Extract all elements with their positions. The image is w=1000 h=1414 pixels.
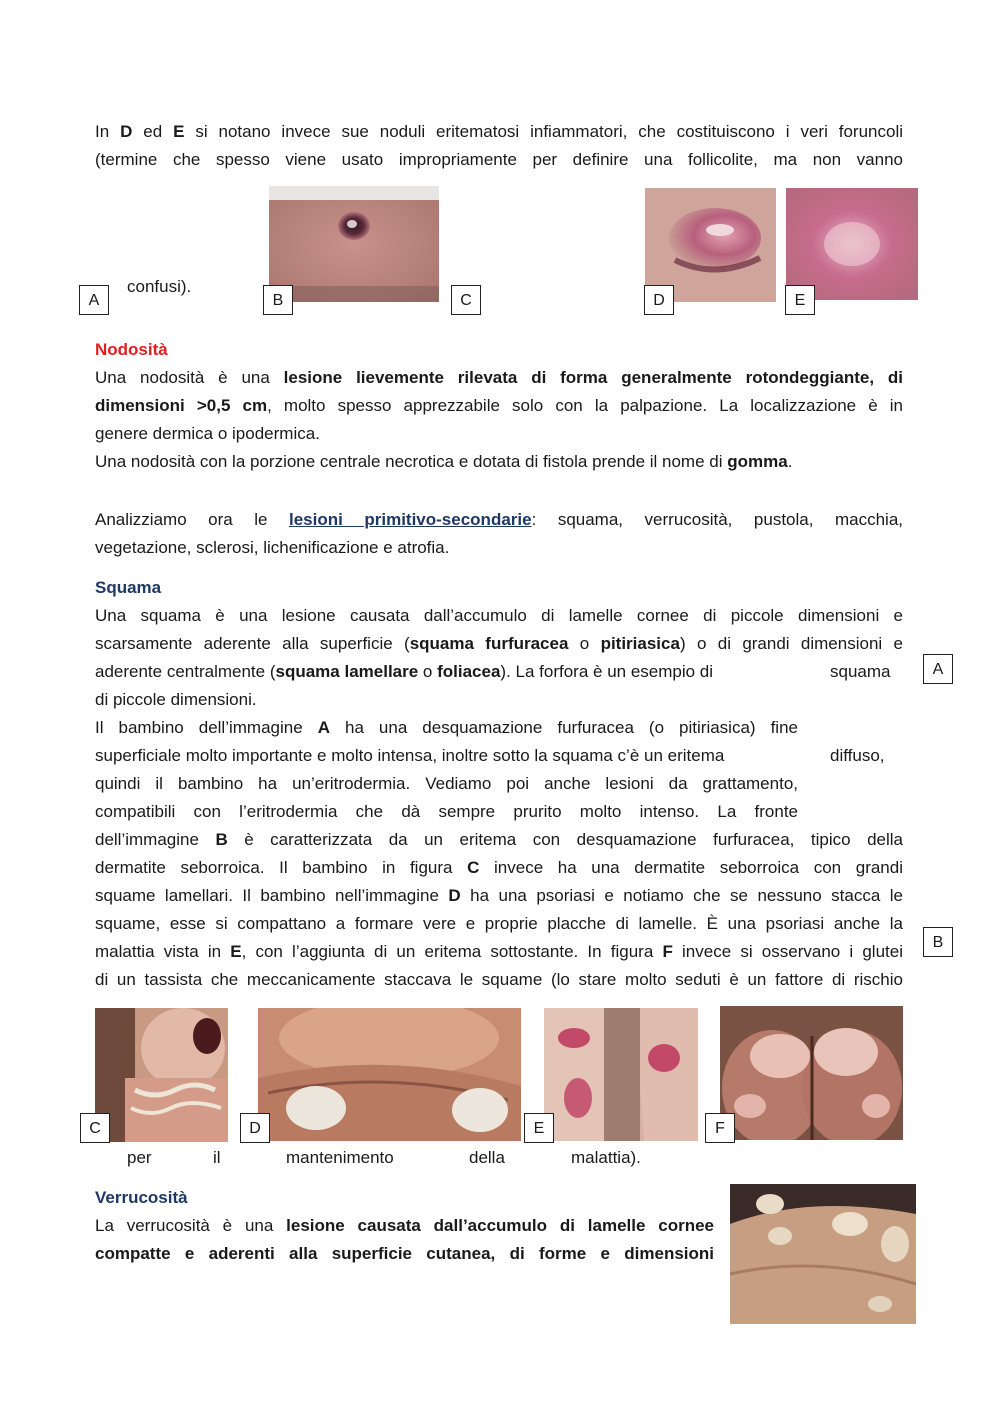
squama-line-4: di piccole dimensioni. <box>95 690 257 709</box>
squama-line-10: dermatite seborroica. Il bambino in figura C invece ha una dermatite seborroica con grandi <box>95 858 903 877</box>
squama-line-15-w1: per <box>127 1148 152 1167</box>
image-d-psoriasis-elbows <box>258 1008 521 1141</box>
label-d-photo: D <box>240 1113 270 1143</box>
squama-line-2: scarsamente aderente alla superficie (squama furfuracea o pitiriasica) o di grandi dimensioni e <box>95 634 903 653</box>
heading-squama: Squama <box>95 578 162 597</box>
image-verrucosita <box>730 1184 916 1324</box>
verrucosita-line-1: La verrucosità è una lesione causata dall’accumulo di lamelle cornee <box>95 1216 714 1235</box>
squama-line-11: squame lamellari. Il bambino nell’immagine D ha una psoriasi e notiamo che se nessuno stacca le <box>95 886 903 905</box>
squama-line-1: Una squama è una lesione causata dall’accumulo di lamelle cornee di piccole dimensioni e <box>95 606 903 625</box>
verrucosita-line-2: compatte e aderenti alla superficie cutanea, di forme e dimensioni <box>95 1244 714 1263</box>
squama-line-15-w4: della <box>469 1148 505 1167</box>
image-f-psoriasis-buttocks <box>720 1006 903 1140</box>
squama-line-12: squame, esse si compattano a formare vere e proprie placche di lamelle. È una psoriasi anche la <box>95 914 903 933</box>
label-c-photo: C <box>80 1113 110 1143</box>
label-e-photo: E <box>524 1113 554 1143</box>
squama-line-13: malattia vista in E, con l’aggiunta di un eritema sottostante. In figura F invece si osservano i glutei <box>95 942 903 961</box>
nodosita-line-2: dimensioni >0,5 cm, molto spesso apprezzabile solo con la palpazione. La localizzazione è in <box>95 396 903 415</box>
link-lesioni-primitivo-secondarie[interactable]: lesioni primitivo-secondarie <box>289 510 532 529</box>
analisi-line-1: Analizziamo ora le lesioni primitivo-secondarie: squama, verrucosità, pustola, macchia, <box>95 510 903 529</box>
squama-line-3: aderente centralmente (squama lamellare o foliacea). La forfora è un esempio di <box>95 662 714 681</box>
heading-nodosita: Nodosità <box>95 340 168 359</box>
label-f-photo: F <box>705 1113 735 1143</box>
squama-line-6-tail: diffuso, <box>830 746 885 765</box>
squama-line-7: quindi il bambino ha un’eritrodermia. Vediamo poi anche lesioni da grattamento, <box>95 774 798 793</box>
squama-line-8: compatibili con l’eritrodermia che dà sempre prurito molto intenso. La fronte <box>95 802 798 821</box>
nodosita-line-1: Una nodosità è una lesione lievemente rilevata di forma generalmente rotondeggiante, di <box>95 368 903 387</box>
image-e-furuncle <box>786 188 918 300</box>
label-e-top: E <box>785 285 815 315</box>
intro-line-1: In D ed E si notano invece sue noduli eritematosi infiammatori, che costituiscono i veri foruncoli <box>95 122 903 141</box>
squama-line-15-w5: malattia). <box>571 1148 641 1167</box>
label-a-top: A <box>79 285 109 315</box>
label-d-top: D <box>644 285 674 315</box>
nodosita-line-3: genere dermica o ipodermica. <box>95 424 320 443</box>
intro-line-2: (termine che spesso viene usato impropriamente per definire una follicolite, ma non vanno <box>95 150 903 169</box>
heading-verrucosita: Verrucosità <box>95 1188 188 1207</box>
squama-line-15-w3: mantenimento <box>286 1148 394 1167</box>
label-c-top: C <box>451 285 481 315</box>
analisi-line-2: vegetazione, sclerosi, lichenificazione e atrofia. <box>95 538 450 557</box>
squama-line-5: Il bambino dell’immagine A ha una desquamazione furfuracea (o pitiriasica) fine <box>95 718 798 737</box>
image-e-psoriasis-erythema <box>544 1008 698 1141</box>
label-b-side: B <box>923 927 953 957</box>
squama-line-14: di un tassista che meccanicamente staccava le squame (lo stare molto seduti è un fattore di rischio <box>95 970 903 989</box>
squama-line-9: dell’immagine B è caratterizzata da un eritema con desquamazione furfuracea, tipico della <box>95 830 903 849</box>
squama-line-6: superficiale molto importante e molto intensa, inoltre sotto la squama c’è un eritema <box>95 746 725 765</box>
image-c-seborrheic <box>95 1008 228 1142</box>
squama-line-15-w2: il <box>213 1148 221 1167</box>
squama-line-3-tail: squama <box>830 662 891 681</box>
label-a-side: A <box>923 654 953 684</box>
nodosita-line-4: Una nodosità con la porzione centrale necrotica e dotata di fistola prende il nome di gomma. <box>95 452 793 471</box>
image-b-nodule <box>269 186 439 302</box>
label-b-top: B <box>263 285 293 315</box>
intro-line-3: confusi). <box>127 277 192 296</box>
